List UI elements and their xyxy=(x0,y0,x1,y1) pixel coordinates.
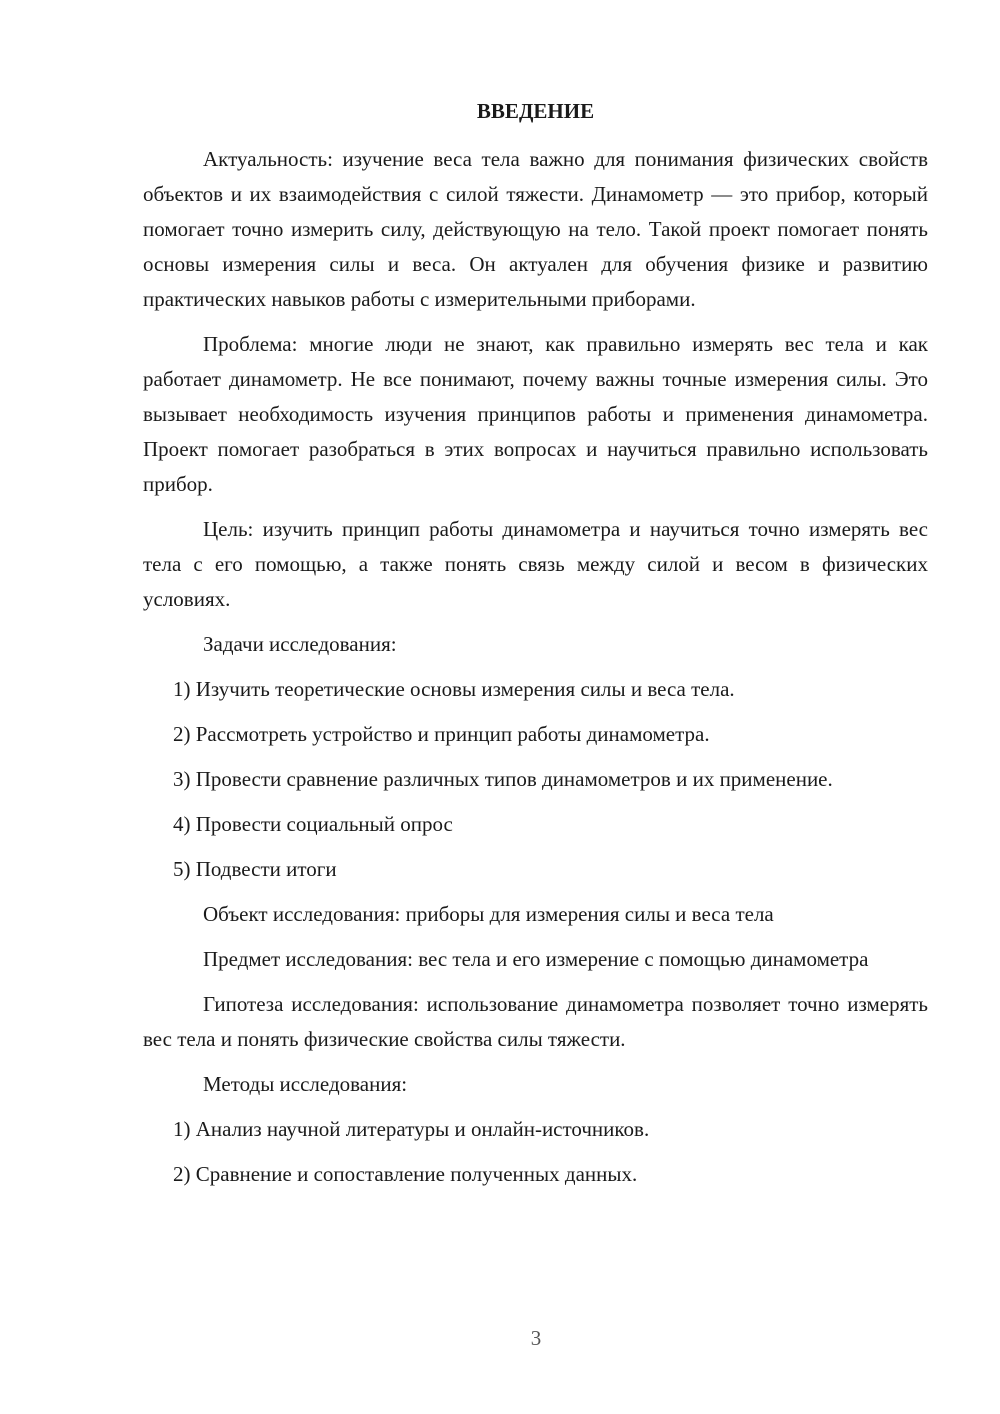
paragraph-subject: Предмет исследования: вес тела и его измерение с помощью динамометра xyxy=(203,947,869,971)
list-item-task-4: 4) Провести социальный опрос xyxy=(173,812,453,836)
page-number: 3 xyxy=(530,1326,542,1350)
paragraph-problem: Проблема: многие люди не знают, как правильно измерять вес тела и как работает динамометр. Не все понимают, почему важны точные измерения силы. Это вызывает необходимость изучения принципов работы и применения динамометра. Проект помогает разобраться в этих вопросах и научиться правильно использовать прибор. xyxy=(143,332,928,496)
paragraph-tasks-heading: Задачи исследования: xyxy=(203,632,397,656)
paragraph-hypothesis: Гипотеза исследования: использование динамометра позволяет точно измерять вес тела и понять физические свойства силы тяжести. xyxy=(143,992,928,1051)
paragraph-object: Объект исследования: приборы для измерения силы и веса тела xyxy=(203,902,774,926)
list-item-method-2: 2) Сравнение и сопоставление полученных данных. xyxy=(173,1162,638,1186)
list-item-method-1: 1) Анализ научной литературы и онлайн-источников. xyxy=(173,1117,650,1141)
paragraph-methods-heading: Методы исследования: xyxy=(203,1072,408,1096)
list-item-task-3: 3) Провести сравнение различных типов динамометров и их применение. xyxy=(173,767,833,791)
document-page xyxy=(143,96,928,1202)
page-title: ВВЕДЕНИЕ xyxy=(476,99,595,123)
list-item-task-5: 5) Подвести итоги xyxy=(173,857,337,881)
paragraph-relevance: Актуальность: изучение веса тела важно для понимания физических свойств объектов и их взаимодействия с силой тяжести. Динамометр — это прибор, который помогает точно измерить силу, действующую на тело. Такой проект помогает понять основы измерения силы и веса. Он актуален для обучения физике и развитию практических навыков работы с измерительными приборами. xyxy=(143,147,928,311)
list-item-task-1: 1) Изучить теоретические основы измерения силы и веса тела. xyxy=(173,677,735,701)
paragraph-goal: Цель: изучить принцип работы динамометра и научиться точно измерять вес тела с его помощью, а также понять связь между силой и весом в физических условиях. xyxy=(143,517,928,611)
list-item-task-2: 2) Рассмотреть устройство и принцип работы динамометра. xyxy=(173,722,710,746)
